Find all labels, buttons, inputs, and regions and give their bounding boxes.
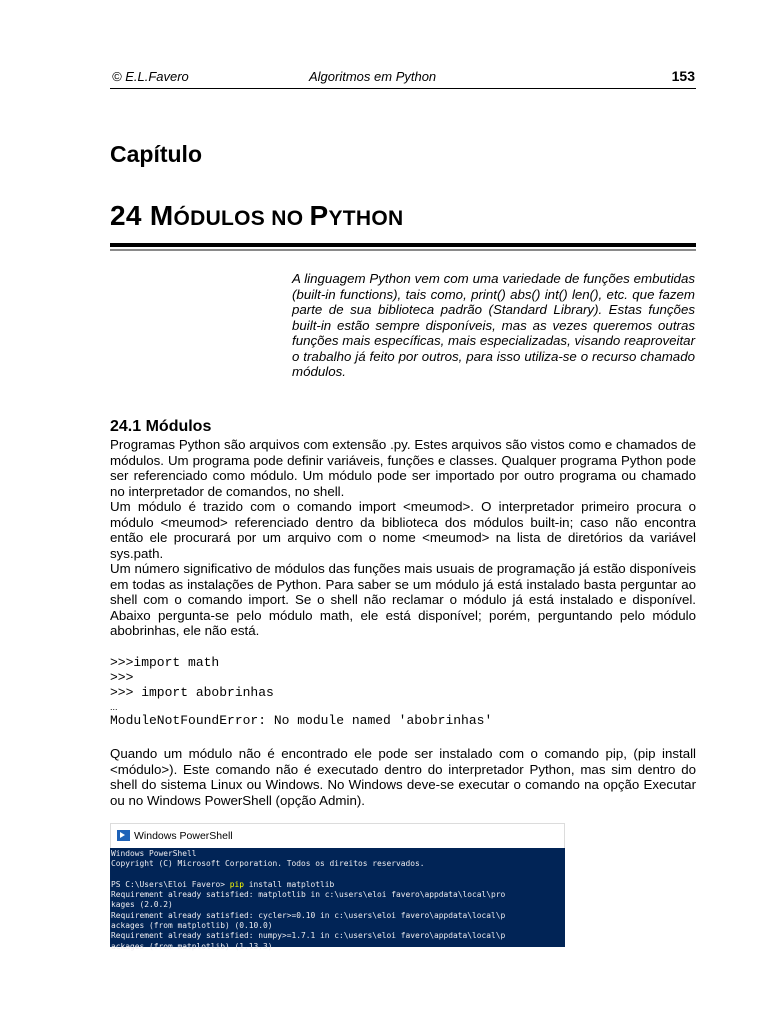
console-line: kages (2.0.2) <box>111 900 173 910</box>
powershell-icon <box>117 830 130 841</box>
console-line: Requirement already satisfied: matplotlib in c:\users\eloi favero\appdata\local\pro <box>111 890 506 900</box>
console-line <box>111 880 565 890</box>
header-author: © E.L.Favero <box>112 69 189 84</box>
powershell-title-bar <box>110 823 565 848</box>
code-block <box>110 655 696 728</box>
title-rule <box>110 243 696 247</box>
console-line <box>111 870 565 880</box>
powershell-console <box>110 848 565 951</box>
code-line: >>> <box>110 670 134 686</box>
code-line: ... <box>110 701 118 712</box>
console-command: pip <box>229 879 245 889</box>
console-line: Requirement already satisfied: numpy>=1.7.1 in c:\users\eloi favero\appdata\local\p <box>111 931 506 941</box>
chapter-abstract: A linguagem Python vem com uma variedade de funções embutidas (built-in functions), tais como, print() abs() int() len(), etc. que fazem parte de sua biblioteca padrão (Standard Library). Estas funções built-in estão sempre disponíveis, mas as vezes queremos outras funções mais específicas, mais especializadas, visando reaproveitar o trabalho já feito por outros, para isso utiliza-se o recurso chamado módulos. <box>292 271 695 379</box>
chapter-label: Capítulo <box>110 141 202 167</box>
powershell-window-title: Windows PowerShell <box>134 830 233 842</box>
code-line: >>> import abobrinhas <box>110 685 274 701</box>
console-line: Windows PowerShell <box>111 849 197 858</box>
title-rule-shadow <box>110 249 696 251</box>
paragraph: Programas Python são arquivos com extensão .py. Estes arquivos são vistos como e chamados de módulos. Um programa pode definir variáveis, funções e classes. Qualquer programa Python pode ser referenciado como módulo. Um módulo pode ser importado por outro programa ou chamado no interpretador de comandos, no shell. <box>110 437 696 499</box>
paragraph: Quando um módulo não é encontrado ele pode ser instalado com o comando pip, (pip install <módulo>). Este comando não é executado dentro do interpretador Python, mas sim dentro do shell do sistema Linux ou Windows. No Windows deve-se executar o comando na opção Executar ou no Windows PowerShell (opção Admin). <box>110 746 696 808</box>
header-book-title: Algoritmos em Python <box>309 69 437 84</box>
paragraph: Um módulo é trazido com o comando import <meumod>. O interpretador primeiro procura o módulo <meumod> referenciado dentro da biblioteca dos módulos built-in; caso não encontra então ele procurará por um arquivo com o nome <meumod> na lista de diretórios da variável sys.path. <box>110 499 696 561</box>
console-args: install matplotlib <box>244 879 335 889</box>
page-header <box>110 68 696 89</box>
paragraph: Um número significativo de módulos das funções mais usuais de programação já estão disponíveis em todas as instalações de Python. Para saber se um módulo já está instalado basta perguntar ao shell com o comando import. Se o shell não reclamar o módulo já está instalado e disponível. Abaixo pergunta-se pelo módulo math, ele está disponível; porém, perguntando pelo módulo abobrinhas, ele não está. <box>110 561 696 638</box>
console-line: Copyright (C) Microsoft Corporation. Todos os direitos reservados. <box>111 859 425 869</box>
console-line: ackages (from matplotlib) (1.13.3) <box>111 941 273 951</box>
chapter-title: 24 MÓDULOS NO PYTHON <box>110 200 404 231</box>
page-number: 153 <box>671 68 695 84</box>
section-heading: 24.1 Módulos <box>110 418 212 435</box>
section-body <box>110 437 696 639</box>
console-prompt: PS C:\Users\Eloi Favero> <box>111 879 230 889</box>
powershell-screenshot <box>110 823 565 951</box>
code-line: >>>import math <box>110 655 220 670</box>
console-line: ackages (from matplotlib) (0.10.0) <box>111 921 273 931</box>
paragraph-after-code <box>110 746 696 808</box>
console-line: Requirement already satisfied: cycler>=0.10 in c:\users\eloi favero\appdata\local\p <box>111 910 506 920</box>
code-line: ModuleNotFoundError: No module named 'abobrinhas' <box>110 712 493 728</box>
